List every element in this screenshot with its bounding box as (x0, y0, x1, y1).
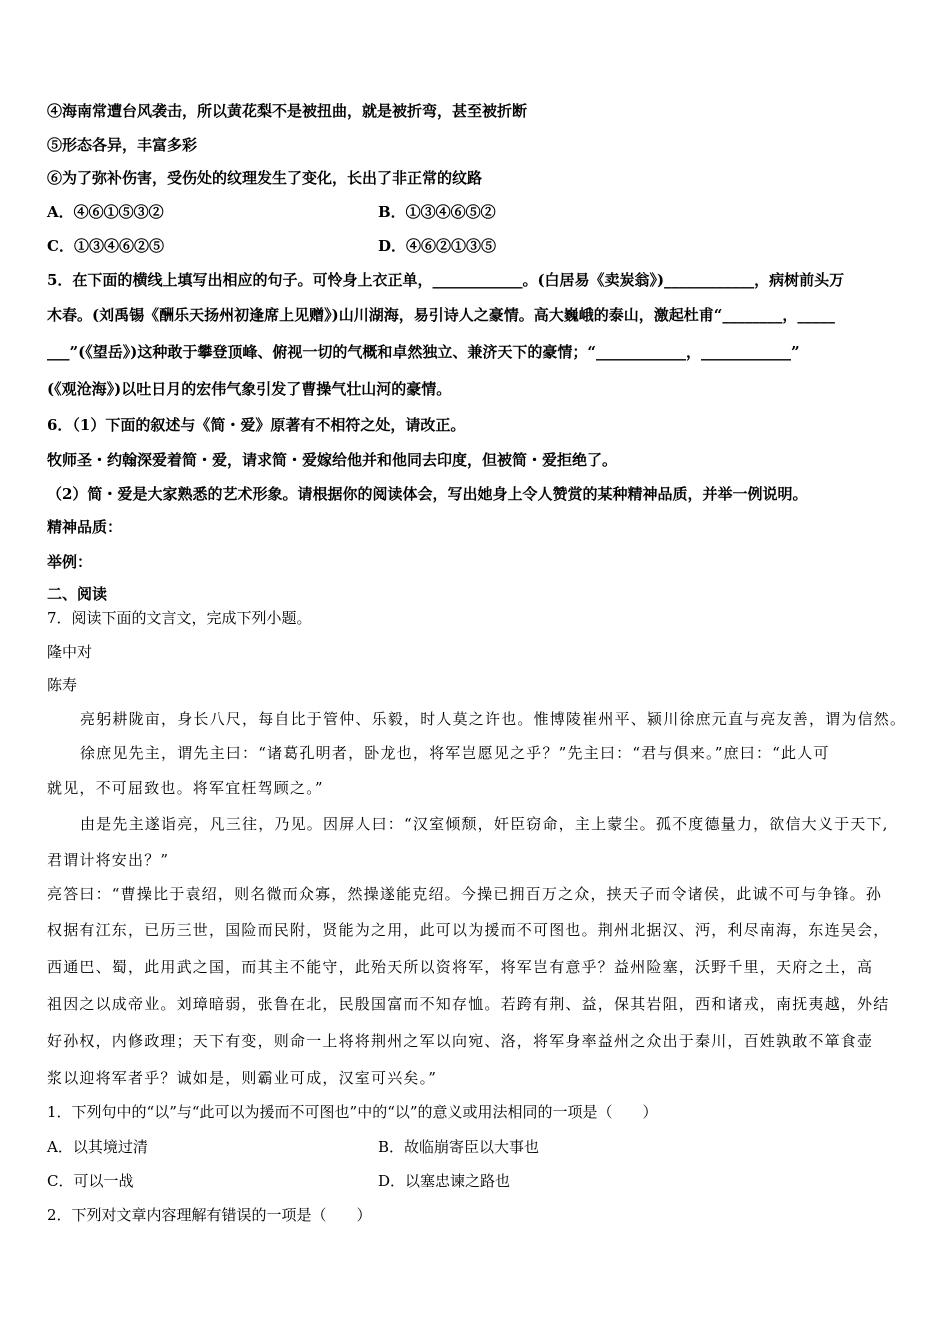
passage-line: 徐庶见先主，谓先主曰：“诸葛孔明者，卧龙也，将军岂愿见之乎？”先主曰：“君与俱来。”庶曰：“此人可 (80, 744, 830, 762)
passage-line: 权据有江东，已历三世，国险而民附，贤能为之用，此可以为援而不可图也。荆州北据汉、沔，利尽南海，东连吴会， (47, 921, 890, 939)
q6-answer-quality: 精神品质： (47, 518, 123, 536)
passage-line: 西通巴、蜀，此用武之国，而其主不能守，此殆天所以资将军，将军岂有意乎？益州险塞，沃野千里，天府之土，高 (47, 958, 874, 976)
passage-line: 就见，不可屈致也。将军宜枉驾顾之。” (47, 779, 324, 797)
choice-d: D．④⑥②①③⑤ (378, 237, 497, 255)
passage-line: 由是先主遂诣亮，凡三往，乃见。因屏人曰：“汉室倾颓，奸臣窃命，主上蒙尘。孤不度德量力，欲信大义于天下, (80, 815, 889, 833)
passage-line: 浆以迎将军者乎？诚如是，则霸业可成，汉室可兴矣。” (47, 1069, 438, 1087)
passage-line: 亮躬耕陇亩，身长八尺，每自比于管仲、乐毅，时人莫之许也。惟博陵崔州平、颍川徐庶元直与亮友善，谓为信然。 (80, 710, 907, 728)
q5-line-4: (《观沧海》)以吐日月的宏伟气象引发了曹操气壮山河的豪情。 (47, 380, 452, 398)
q7-instruction: 7．阅读下面的文言文，完成下列小题。 (47, 609, 312, 627)
sub1-choice-b: B．故临崩寄臣以大事也 (378, 1138, 540, 1156)
option-item-4: ④海南常遭台风袭击，所以黄花梨不是被扭曲，就是被折弯，甚至被折断 (47, 102, 528, 120)
choice-b: B．①③④⑥⑤② (378, 203, 496, 221)
section-heading: 二、阅读 (47, 585, 108, 603)
q6-line-2: 牧师圣・约翰深爱着简・爱，请求简・爱嫁给他并和他同去印度，但被简・爱拒绝了。 (47, 451, 618, 469)
q5-line-2: 木春。(刘禹锡《酬乐天扬州初逢席上见赠》)山川湖海，易引诗人之豪情。高大巍峨的泰山，激起杜甫“________，_____ (47, 306, 835, 324)
passage-line: 好孙权，内修政理；天下有变，则命一上将将荆州之军以向宛、洛，将军身率益州之众出于秦川，百姓孰敢不箪食壶 (47, 1032, 874, 1050)
q6-line-1: 6．（1）下面的叙述与《简・爱》原著有不相符之处，请改正。 (47, 416, 466, 434)
q5-line-1: 5．在下面的横线上填写出相应的句子。可怜身上衣正单，____________。(白居易《卖炭翁》)____________，病树前头万 (47, 271, 845, 289)
choice-a: A．④⑥①⑤③② (47, 203, 164, 221)
sub1-choice-c: C．可以一战 (47, 1172, 134, 1190)
q6-line-3: （2）简・爱是大家熟悉的艺术形象。请根据你的阅读体会，写出她身上令人赞赏的某种精神品质，并举一例说明。 (47, 485, 808, 503)
q5-line-3: ___”(《望岳》)这种敢于攀登顶峰、俯视一切的气概和卓然独立、兼济天下的豪情；“____________，____________” (47, 343, 800, 361)
passage-line: 祖因之以成帝业。刘璋暗弱，张鲁在北，民殷国富而不知存恤。若跨有荆、益，保其岩阻，西和诸戎，南抚夷越，外结 (47, 995, 890, 1013)
option-item-5: ⑤形态各异，丰富多彩 (47, 136, 198, 154)
sub-question-1: 1．下列句中的“以”与“此可以为援而不可图也”中的“以”的意义或用法相同的一项是（ ） (47, 1103, 658, 1121)
passage-line: 君谓计将安出？” (47, 851, 170, 869)
choice-c: C．①③④⑥②⑤ (47, 237, 164, 255)
sub1-choice-a: A．以其境过清 (47, 1138, 148, 1156)
option-item-6: ⑥为了弥补伤害，受伤处的纹理发生了变化，长出了非正常的纹路 (47, 169, 483, 187)
sub1-choice-d: D．以塞忠谏之路也 (378, 1172, 511, 1190)
passage-line: 亮答曰：“曹操比于袁绍，则名微而众寡，然操遂能克绍。今操已拥百万之众，挟天子而令诸侯，此诚不可与争锋。孙 (47, 885, 883, 903)
sub-question-2: 2．下列对文章内容理解有错误的一项是（ ） (47, 1206, 372, 1224)
passage-title: 隆中对 (47, 643, 93, 661)
q6-answer-example: 举例： (47, 553, 93, 571)
passage-author: 陈寿 (47, 676, 78, 694)
